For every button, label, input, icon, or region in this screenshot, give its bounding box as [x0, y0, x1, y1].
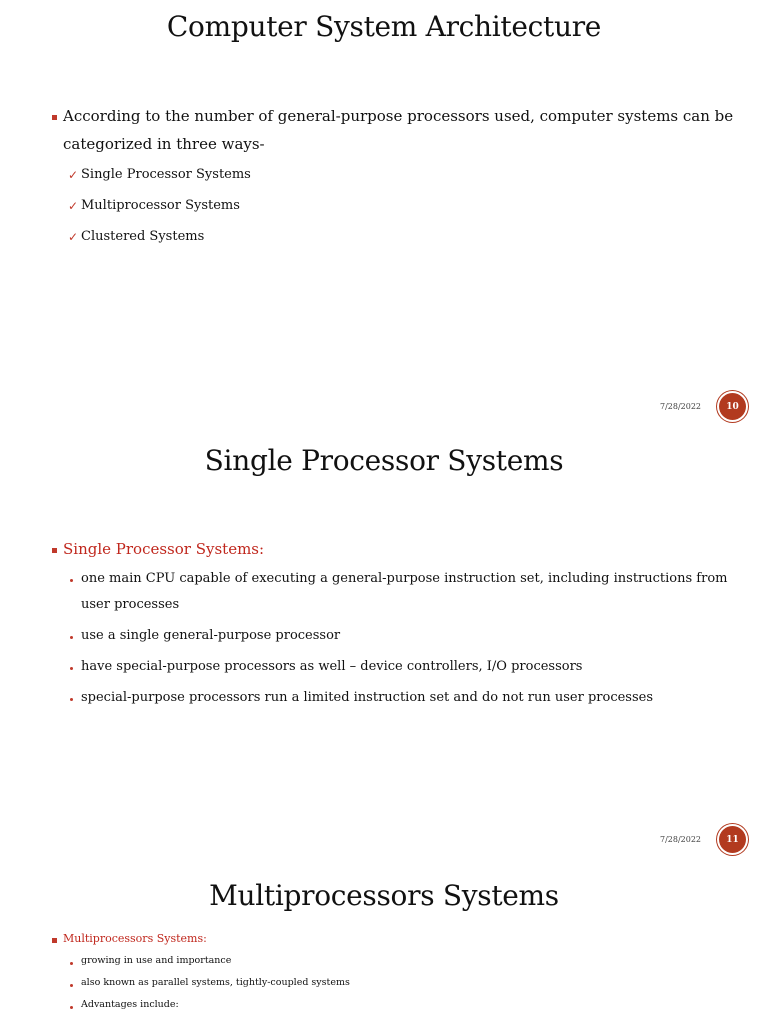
bullet-text-line1: According to the number of general-purpose processors used, computer systems can be: [63, 107, 734, 125]
sub-item: Advantages include:: [81, 999, 179, 1010]
bullet-dot-icon: [70, 579, 73, 582]
slide-date: 7/28/2022: [660, 402, 702, 411]
check-item: Multiprocessor Systems: [81, 198, 240, 213]
check-item: Clustered Systems: [81, 229, 205, 244]
bullet-dot-icon: [70, 962, 73, 965]
checkmark-icon: ✓: [68, 230, 79, 244]
bullet-icon: [52, 548, 57, 553]
sub-item: also known as parallel systems, tightly-coupled systems: [81, 977, 350, 988]
checkmark-icon: ✓: [68, 168, 79, 182]
sub-item: use a single general-purpose processor: [81, 628, 341, 643]
section-heading: Multiprocessors Systems:: [63, 932, 207, 945]
checkmark-icon: ✓: [68, 199, 79, 213]
sub-item: growing in use and importance: [81, 955, 232, 966]
slide-title: Computer System Architecture: [166, 10, 602, 43]
page-number-badge: 11: [719, 826, 746, 853]
bullet-text-line2: categorized in three ways-: [63, 135, 265, 153]
bullet-dot-icon: [70, 698, 73, 701]
check-item: Single Processor Systems: [81, 167, 251, 182]
section-heading: Single Processor Systems:: [63, 540, 265, 558]
slide-date: 7/28/2022: [660, 835, 702, 844]
bullet-icon: [52, 938, 57, 943]
slide-title: Single Processor Systems: [204, 444, 564, 477]
bullet-icon: [52, 115, 57, 120]
bullet-dot-icon: [70, 667, 73, 670]
slide-title: Multiprocessors Systems: [209, 879, 559, 912]
page-number-badge: 10: [719, 393, 746, 420]
bullet-dot-icon: [70, 1006, 73, 1009]
sub-item: special-purpose processors run a limited instruction set and do not run user processes: [81, 690, 654, 705]
sub-item-continuation: user processes: [81, 597, 180, 612]
bullet-dot-icon: [70, 984, 73, 987]
bullet-dot-icon: [70, 636, 73, 639]
sub-item: have special-purpose processors as well – device controllers, I/O processors: [81, 659, 583, 674]
sub-item: one main CPU capable of executing a general-purpose instruction set, including instructions from: [81, 571, 728, 586]
